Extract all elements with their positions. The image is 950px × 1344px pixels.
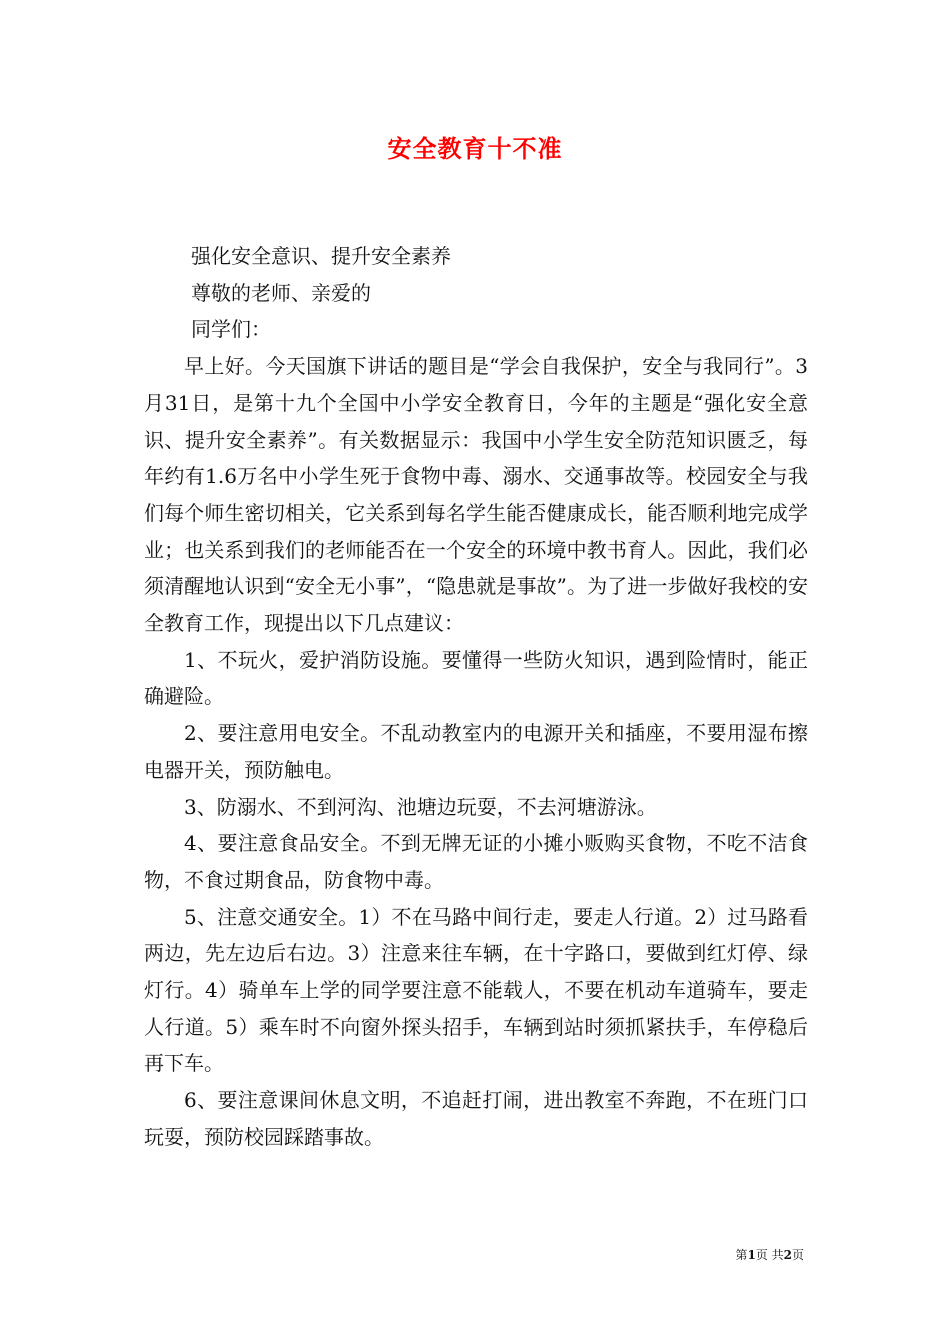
document-title: 安全教育十不准 [387, 134, 563, 163]
paragraph-rule-1: 1、不玩火，爱护消防设施。要懂得一些防火知识，遇到险情时，能正确避险。 [144, 647, 808, 709]
footer-middle: 页 共 [755, 1248, 784, 1262]
paragraph-rule-3: 3、防溺水、不到河沟、池塘边玩耍，不去河塘游泳。 [184, 794, 657, 819]
paragraph-rule-4: 4、要注意食品安全。不到无牌无证的小摊小贩购买食物，不吃不洁食物，不食过期食品，防食物中毒。 [144, 831, 808, 892]
paragraph-theme: 强化安全意识、提升安全素养 [191, 244, 451, 268]
paragraph-rule-2: 2、要注意用电安全。不乱动教室内的电源开关和插座，不要用湿布擦电器开关，预防触电。 [144, 721, 808, 782]
footer-total-pages: 2 [783, 1248, 792, 1262]
paragraph-rule-6: 6、要注意课间休息文明，不追赶打闹，进出教室不奔跑，不在班门口玩耍，预防校园踩踏事故。 [144, 1088, 808, 1149]
paragraph-greeting-teachers: 尊敬的老师、亲爱的 [191, 280, 371, 305]
paragraph-intro: 早上好。今天国旗下讲话的题目是“学会自我保护，安全与我同行”。3月31日，是第十九个全国中小学安全教育日，今年的主题是“强化安全意识、提升安全素养”。有关数据显示：我国中小学生安全防范知识匮乏，每年约有1.6万名中小学生死于食物中毒、溺水、交通事故等。校园安全与我们每个师生密切相关，它关系到每名学生能否健康成长，能否顺利地完成学业；也关系到我们的老师能否在一个安全的环境中教书育人。因此，我们必须清醒地认识到“安全无小事”，“隐患就是事故”。为了进一步做好我校的安全教育工作，现提出以下几点建议： [144, 354, 808, 636]
footer-prefix: 第 [735, 1248, 748, 1262]
document-body [144, 238, 808, 1156]
footer-suffix: 页 [791, 1248, 804, 1262]
page-footer [735, 1247, 804, 1263]
footer-page-number: 1 [747, 1248, 756, 1262]
paragraph-greeting-students: 同学们： [191, 317, 271, 342]
paragraph-rule-5: 5、注意交通安全。1）不在马路中间行走，要走人行道。2）过马路看两边，先左边后右边。3）注意来往车辆，在十字路口，要做到红灯停、绿灯行。4）骑单车上学的同学要注意不能载人，不要在机动车道骑车，要走人行道。5）乘车时不向窗外探头招手，车辆到站时须抓紧扶手，车停稳后再下车。 [144, 904, 808, 1076]
